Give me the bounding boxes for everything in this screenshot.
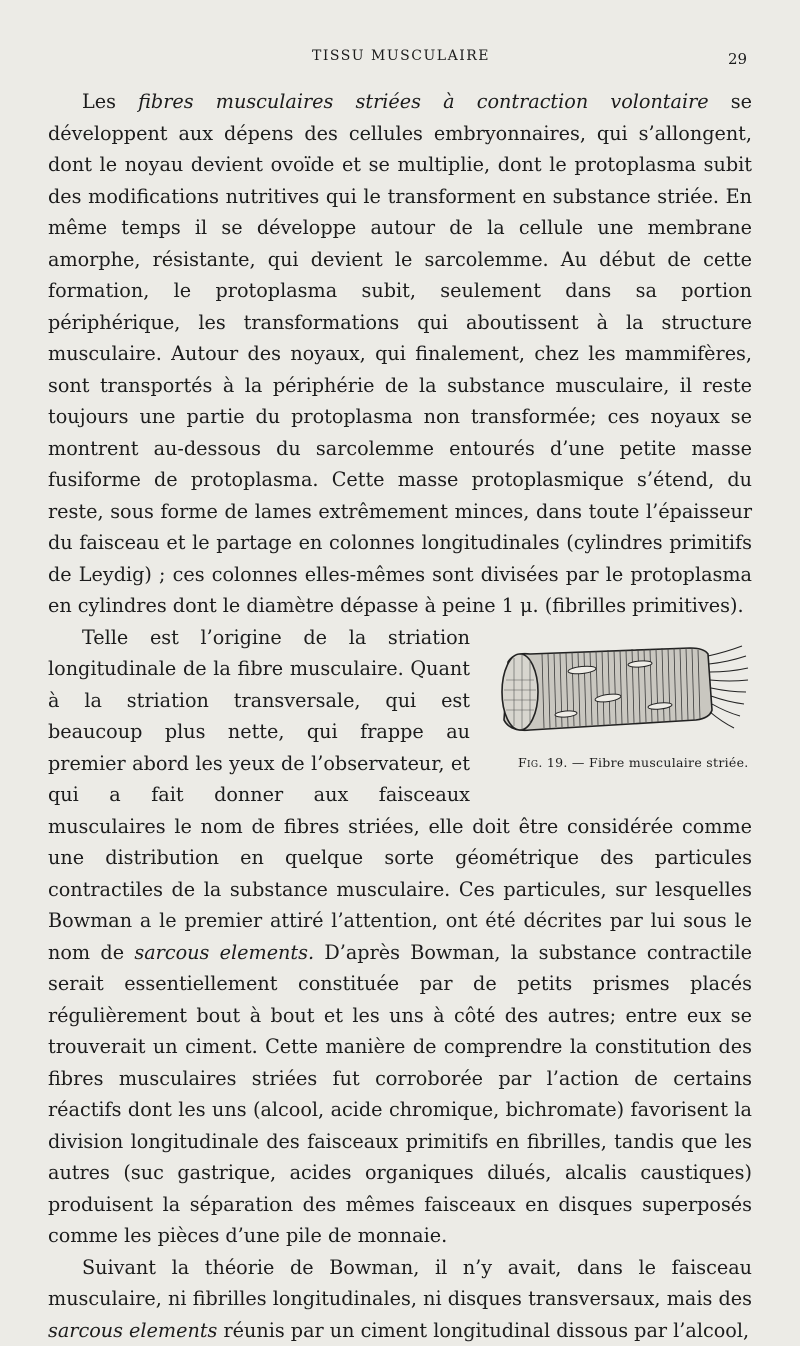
paragraph-3 bbox=[48, 1252, 752, 1346]
page-number: 29 bbox=[728, 50, 747, 68]
paragraph-1 bbox=[48, 86, 752, 622]
paragraph-2-text-before: Telle est l’origine de la striation longitudinale de la fibre musculaire. Quant à la striation transversale, qui est beaucoup plus nette, qui frappe au premier abord les yeux de l’observateur, et qui a fait donner aux faisceaux musculaires le nom de fibres striées, elle doit être considérée comme une distribution en quelque sorte géométrique des particules contractiles de la substance musculaire. Ces particules, sur lesquelles Bowman a le premier attiré l’attention, ont été décrites par lui sous le nom de bbox=[48, 626, 752, 964]
paragraph-2-text-after: D’après Bowman, la substance contractile serait essentiellement constituée par de petits prismes placés régulièrement bout à bout et les uns à côté des autres; entre eux se trouverait un ciment. Cette manière de comprendre la constitution des fibres musculaires striées fut corroborée par l’action de certains réactifs dont les uns (alcool, acide chromique, bichromate) favorisent la division longitudinale des faisceaux primitifs en fibrilles, tandis que les autres (suc gastrique, acides organiques dilués, alcalis caustiques) produisent la séparation des mêmes faisceaux en disques superposés comme les pièces d’une pile de monnaie. bbox=[48, 941, 752, 1248]
paragraph-2-italic: sarcous elements. bbox=[134, 941, 314, 964]
body-text bbox=[48, 86, 752, 1346]
page-header bbox=[0, 48, 800, 72]
figure-caption-text: — Fibre musculaire striée. bbox=[568, 755, 749, 770]
paragraph-1-text: se développent aux dépens des cellules embryonnaires, qui s’allongent, dont le noyau devient ovoïde et se multiplie, dont le protoplasma subit des modifications nutritives qui le transforment en substance striée. En même temps il se développe autour de la cellule une membrane amorphe, résistante, qui devient le sarcolemme. Au début de cette formation, le protoplasma subit, seulement dans sa portion périphérique, les transformations qui aboutissent à la structure musculaire. Autour des noyaux, qui finalement, chez les mammifères, sont transportés à la périphérie de la substance musculaire, il reste toujours une partie du protoplasma non transformée; ces noyaux se montrent au-dessous du sarcolemme entourés d’une petite masse fusiforme de protoplasma. Cette masse protoplasmique s’étend, du reste, sous forme de lames extrêmement minces, dans toute l’épaisseur du faisceau et le partage en colonnes longitudinales (cylindres primitifs de Leydig) ; ces colonnes elles-mêmes sont divisées par le protoplasma en cylindres dont le diamètre dépasse à peine 1 μ. (fibrilles primitives). bbox=[48, 90, 752, 617]
paragraph-2 bbox=[48, 622, 752, 1252]
paragraph-3-italic: sarcous elements bbox=[48, 1319, 217, 1342]
paragraph-1-prefix: Les bbox=[82, 90, 138, 113]
paragraph-3-text-after: réunis par un ciment longitudinal dissous par l’alcool, bbox=[217, 1319, 749, 1342]
paragraph-1-italic-lead: fibres musculaires striées à contraction volontaire bbox=[138, 90, 709, 113]
striated-fibre-illustration bbox=[490, 640, 752, 740]
running-head: TISSU MUSCULAIRE bbox=[312, 48, 490, 64]
figure-caption bbox=[484, 747, 762, 779]
paragraph-3-text-before: Suivant la théorie de Bowman, il n’y avait, dans le faisceau musculaire, ni fibrilles longitudinales, ni disques transversaux, mais des bbox=[48, 1256, 752, 1311]
figure-19 bbox=[484, 622, 762, 780]
figure-label: Fig. 19. bbox=[518, 755, 568, 770]
